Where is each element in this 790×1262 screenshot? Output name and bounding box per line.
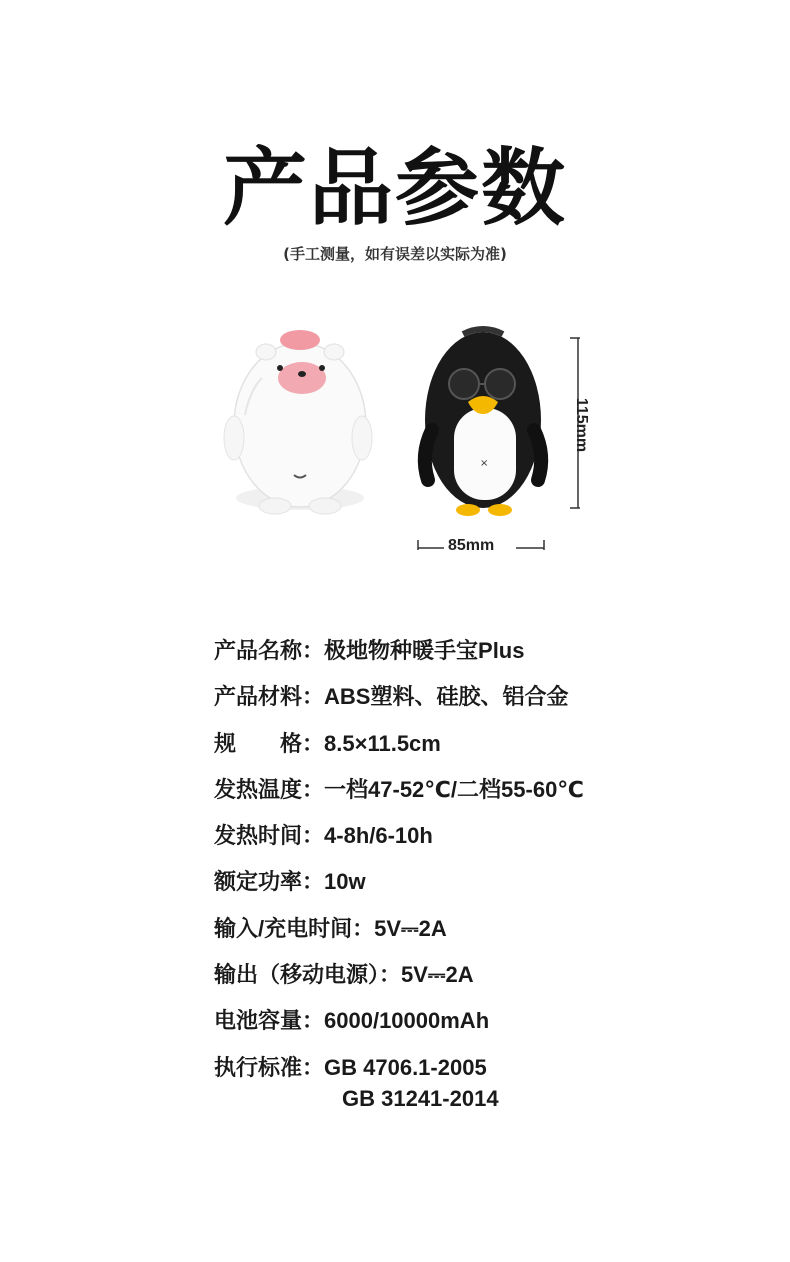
product-figure <box>0 320 790 570</box>
spec-row-size <box>214 727 774 773</box>
penguin-image <box>425 329 541 516</box>
svg-text:×: × <box>480 458 489 469</box>
polar-bear-image <box>224 330 372 514</box>
spec-label: 规 格： <box>214 730 325 756</box>
spec-row-input <box>214 912 774 958</box>
spec-row-temperature <box>214 773 774 819</box>
spec-label: 执行标准： <box>214 1054 325 1080</box>
spec-row-standard <box>214 1051 774 1086</box>
page-subtitle: (手工测量，如有误差以实际为准) <box>283 245 507 263</box>
spec-row-output <box>214 958 774 1004</box>
spec-row-standard-extra <box>214 1086 774 1120</box>
height-label: 115mm <box>573 397 591 453</box>
spec-value: 5V⎓2A <box>374 915 447 941</box>
spec-value: 一档47-52℃/二档55-60℃ <box>324 776 584 802</box>
spec-row-heating-time <box>214 819 774 865</box>
spec-label: 产品名称： <box>214 638 325 663</box>
spec-row-material <box>214 680 774 726</box>
spec-value: 10w <box>324 869 366 895</box>
spec-value: 极地物种暖手宝Plus <box>324 638 525 663</box>
spec-label: 输入/充电时间： <box>214 915 375 941</box>
spec-value: 8.5×11.5cm <box>324 730 441 756</box>
spec-label: 产品材料： <box>214 684 325 710</box>
spec-label: 发热时间： <box>214 823 325 849</box>
spec-value: 4-8h/6-10h <box>324 823 433 849</box>
spec-value: 6000/10000mAh <box>324 1008 490 1034</box>
spec-label: 输出（移动电源）： <box>214 962 402 988</box>
spec-row-power <box>214 865 774 911</box>
spec-value: 5V⎓2A <box>401 962 474 988</box>
spec-row-name <box>214 634 774 680</box>
page-title: 产品参数 <box>222 139 567 237</box>
spec-value: GB 4706.1-2005 <box>324 1054 487 1080</box>
spec-row-battery <box>214 1004 774 1050</box>
spec-value: GB 31241-2014 <box>342 1085 499 1111</box>
spec-list <box>214 634 774 1120</box>
spec-label: 额定功率： <box>214 869 325 895</box>
spec-value: ABS塑料、硅胶、铝合金 <box>324 684 569 710</box>
width-label: 85mm <box>448 537 495 554</box>
spec-label: 发热温度： <box>214 776 325 802</box>
spec-label: 电池容量： <box>214 1008 325 1034</box>
